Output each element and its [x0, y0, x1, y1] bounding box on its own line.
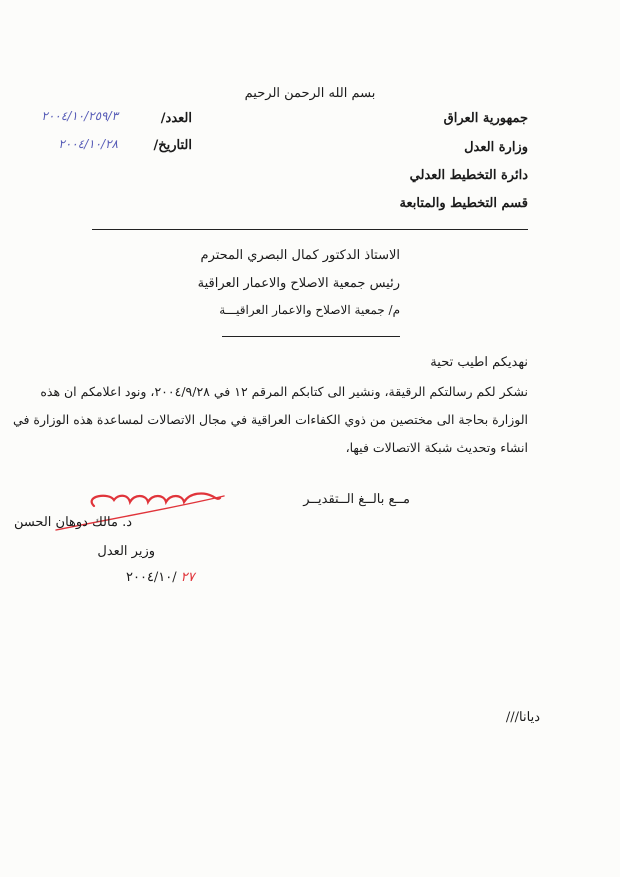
body-line-1: نشكر لكم رسالتكم الرقيقة، ونشير الى كتابكم المرقم ١٢ في ٢٠٠٤/٩/٢٨، ونود اعلامكم ان هذه — [40, 384, 528, 399]
header-line-4: قسم التخطيط والمتابعة — [399, 196, 528, 211]
number-value: ٢٠٠٤/١٠/٢٥٩/٣ — [41, 109, 118, 123]
footer-note: ديانا/// — [505, 710, 540, 725]
body-line-3: انشاء وتحديث شبكة الاتصالات فيها، — [345, 440, 528, 455]
subject-line: م/ جمعية الاصلاح والاعمار العراقيـــة — [219, 303, 400, 317]
date-label: التاريخ/ — [153, 138, 192, 153]
basmala: بسم الله الرحمن الرحيم — [244, 86, 376, 101]
signatory-date-handwritten: ٢٧ — [180, 570, 195, 585]
header-line-1: جمهورية العراق — [443, 111, 528, 126]
greeting: نهديكم اطيب تحية — [430, 355, 528, 370]
header-divider — [92, 229, 528, 230]
recipient-title: رئيس جمعية الاصلاح والاعمار العراقية — [197, 276, 400, 291]
header-line-3: دائرة التخطيط العدلي — [409, 168, 528, 183]
header-line-2: وزارة العدل — [464, 140, 528, 155]
signatory-name: د. مالك دوهان الحسن — [13, 515, 132, 530]
signatory-title: وزير العدل — [97, 544, 155, 559]
number-label: العدد/ — [160, 111, 192, 126]
closing: مــع بالــغ الــتقديــر — [303, 492, 410, 507]
signatory-date — [126, 570, 195, 586]
date-value: ٢٠٠٤/١٠/٢٨ — [58, 137, 118, 151]
subject-divider — [222, 336, 400, 337]
recipient-name: الاستاذ الدكتور كمال البصري المحترم — [200, 248, 400, 263]
signatory-date-printed: ٢٠٠٤/١٠/ — [126, 570, 177, 585]
body-line-2: الوزارة بحاجة الى مختصين من ذوي الكفاءات العراقية في مجال الاتصالات لمساعدة هذه الوزارة في — [13, 412, 528, 427]
